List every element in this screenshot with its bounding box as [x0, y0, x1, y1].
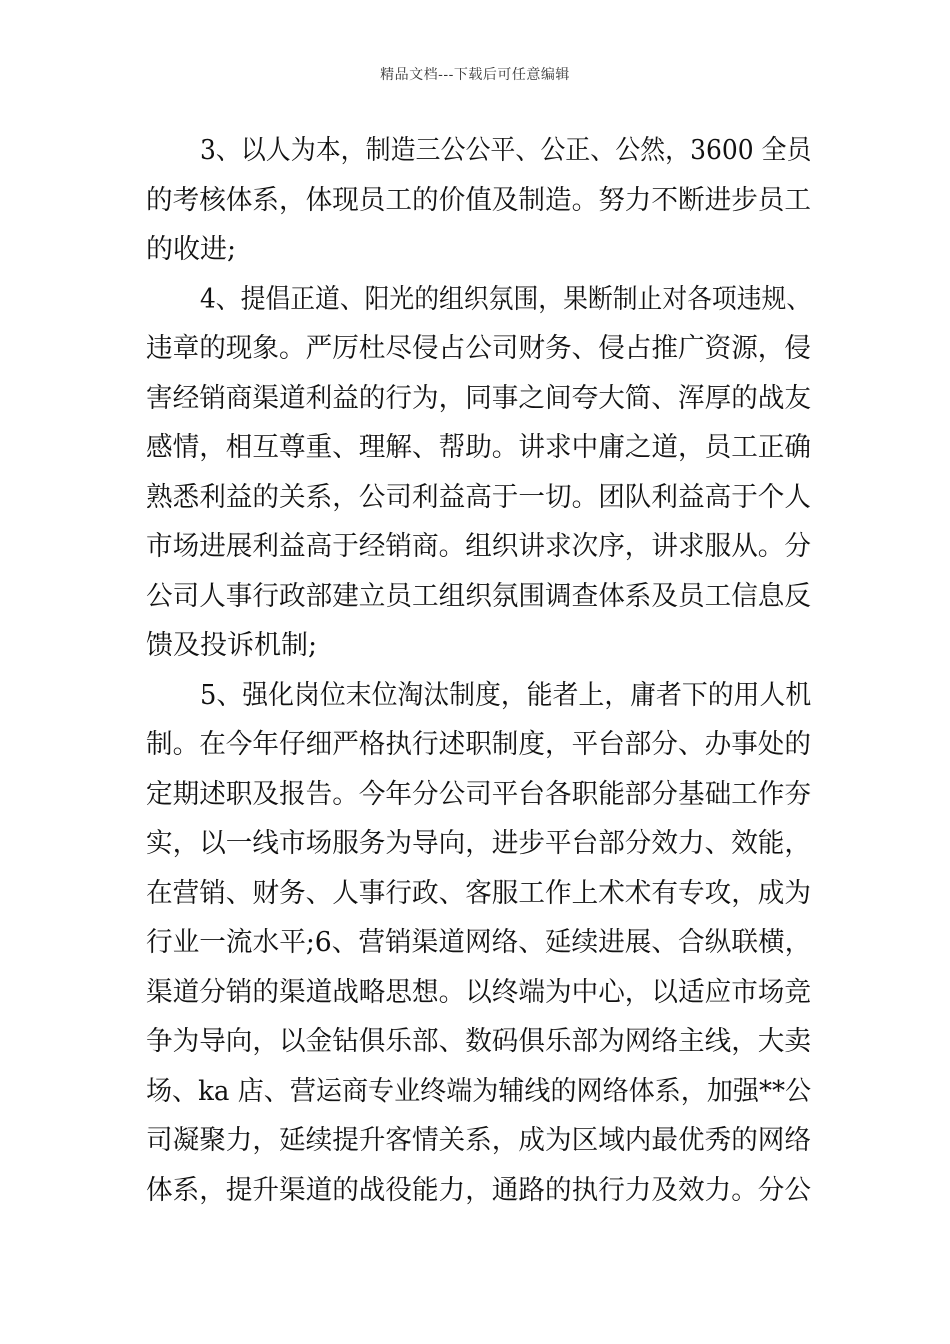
text-line: 司凝聚力，延续提升客情关系，成为区域内最优秀的网络 [146, 1125, 811, 1156]
text-line: 3、以人为本，制造三公公平、公正、公然，3600 全员 [200, 135, 811, 166]
text-line: 熟悉利益的关系，公司利益高于一切。团队利益高于个人 [146, 481, 811, 513]
text-line: 4、提倡正道、阳光的组织氛围，果断制止对各项违规、 [200, 283, 811, 315]
page-header: 精品文档---下载后可任意编辑 [380, 67, 570, 83]
text-line: 感情，相互尊重、理解、帮助。讲求中庸之道，员工正确 [146, 432, 811, 463]
text-line: 制。在今年仔细严格执行述职制度，平台部分、办事处的 [146, 729, 811, 760]
text-line: 馈及投诉机制; [146, 630, 318, 661]
text-line: 体系，提升渠道的战役能力，通路的执行力及效力。分公 [146, 1174, 811, 1206]
text-line: 的收进; [146, 234, 237, 265]
text-line: 违章的现象。严厉杜尽侵占公司财务、侵占推广资源，侵 [146, 333, 811, 364]
text-line: 5、强化岗位末位淘汰制度，能者上，庸者下的用人机 [200, 679, 811, 711]
text-line: 公司人事行政部建立员工组织氛围调查体系及员工信息反 [146, 580, 811, 612]
text-line: 定期述职及报告。今年分公司平台各职能部分基础工作夯 [146, 778, 811, 810]
text-line: 在营销、财务、人事行政、客服工作上术术有专攻，成为 [146, 877, 811, 909]
body-text [146, 126, 811, 1215]
text-line: 实，以一线市场服务为导向，进步平台部分效力、效能， [146, 828, 811, 859]
text-line: 场、ka 店、营运商专业终端为辅线的网络体系，加强**公 [146, 1075, 811, 1107]
text-line: 渠道分销的渠道战略思想。以终端为中心，以适应市场竞 [146, 976, 811, 1008]
text-line: 的考核体系，体现员工的价值及制造。努力不断进步员工 [146, 184, 811, 216]
text-line: 市场进展利益高于经销商。组织讲求次序，讲求服从。分 [146, 531, 811, 562]
text-line: 行业一流水平;6、营销渠道网络、延续进展、合纵联横， [146, 927, 811, 958]
text-line: 争为导向，以金钻俱乐部、数码俱乐部为网络主线，大卖 [146, 1026, 811, 1057]
text-line: 害经销商渠道利益的行为，同事之间夸大简、浑厚的战友 [146, 382, 811, 414]
